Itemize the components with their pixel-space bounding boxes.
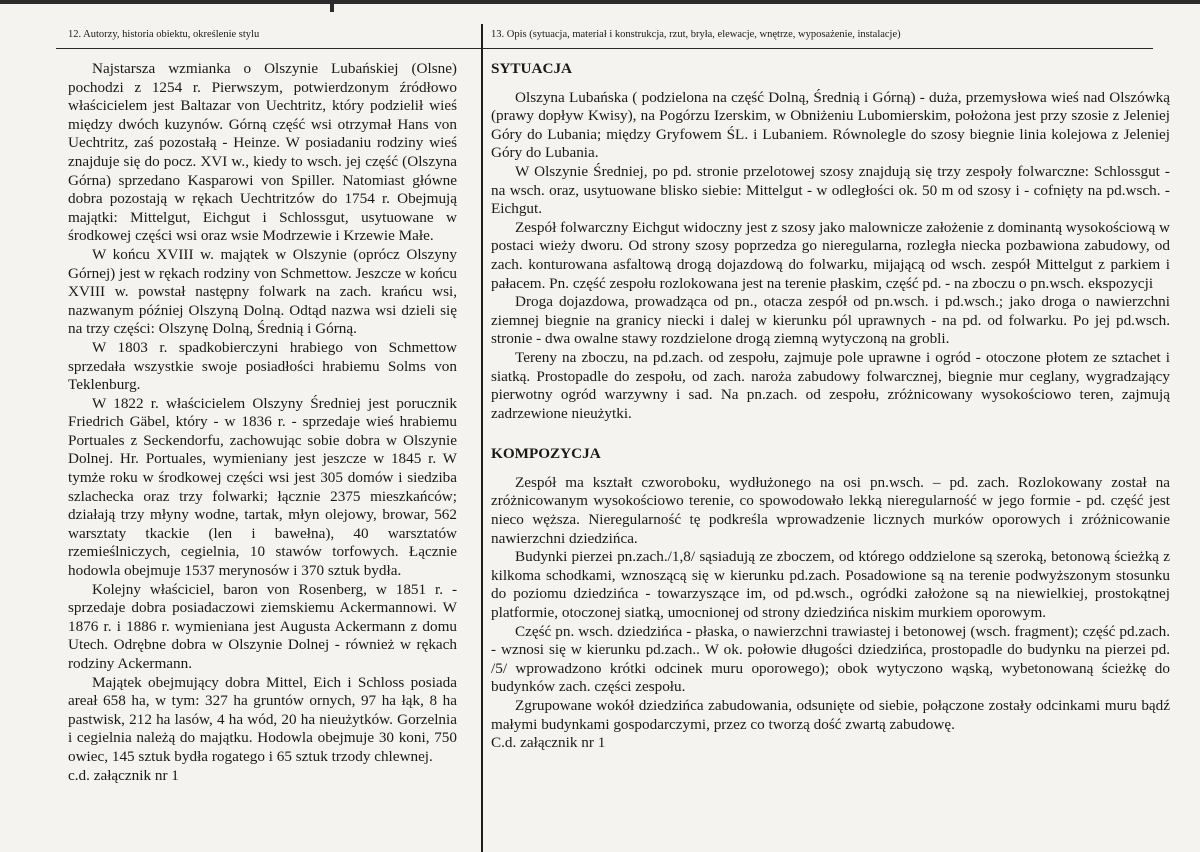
right-column bbox=[483, 0, 1200, 852]
kompozycja-paragraph-1: Zespół ma kształt czworoboku, wydłużonego na osi pn.wsch. – pd. zach. Rozlokowany został na zróżnicowanym wysokościowo terenie, co spowodowało lekką nieregularność w jego formie - pd. część jest nieco węższa. Nieregularność tę podkreśla wprowadzenie licznych murków oporowych i zróżnicowanie nawierzchni dziedzińca. bbox=[491, 473, 1170, 547]
kompozycja-paragraph-2: Budynki pierzei pn.zach./1,8/ sąsiadują ze zboczem, od którego oddzielone są szeroką, betonową ścieżką z kilkoma schodkami, wznoszącą się w kierunku pd.zach. Posadowione są na terenie podwyższonym stosunku do poziomu dziedzińca - towarzyszące im, od pd.wsch., ogródki założone są na niewielkiej, prostokątnej platformie, otoczonej siatką, umocnionej od strony dziedzińca niskim murkiem oporowym. bbox=[491, 548, 1170, 622]
sytuacja-paragraph-1: Olszyna Lubańska ( podzielona na część Dolną, Średnią i Górną) - duża, przemysłowa wieś nad Olszówką (prawy dopływ Kwisy), na Pogórzu Izerskim, w Obniżeniu Lubomierskim, położona jest przy szosie z Jeleniej Góry do Lubania; między Gryfowem ŚL. i Lubaniem. Równolegle do szosy biegnie linia kolejowa z Jeleniej Góry do Lubania. bbox=[491, 88, 1170, 162]
section-title-sytuacja: SYTUACJA bbox=[491, 60, 573, 77]
left-paragraph-6: Majątek obejmujący dobra Mittel, Eich i Schloss posiada areał 658 ha, w tym: 327 ha gruntów ornych, 97 ha łąk, 8 ha pastwisk, 212 ha lasów, 4 ha wód, 20 ha nieużytków. Gorzelnia i cegielnia należą do majątku. Hodowla obejmuje 30 koni, 750 owiec, 145 sztuk bydła rogatego i 65 sztuk trzody chlewnej. bbox=[68, 673, 457, 765]
right-footer: C.d. załącznik nr 1 bbox=[491, 734, 606, 752]
spacer bbox=[491, 464, 1170, 474]
kompozycja-paragraph-4: Zgrupowane wokół dziedzińca zabudowania, odsunięte od siebie, połączone zostały odcinkami muru bądź małymi budynkami gospodarczymi, przez co tworzą dość zwartą zabudowę. bbox=[491, 697, 1170, 733]
left-paragraph-2: W końcu XVIII w. majątek w Olszynie (oprócz Olszyny Górnej) jest w rękach rodziny von Schmettow. Jeszcze w końcu XVIII w. powstał następny folwark na zach. krańcu wsi, nazwanym później Olszyną Dolną. Odtąd nazwa wsi dzieli się na trzy części: Olszynę Dolną, Średnią i Górną. bbox=[68, 245, 457, 338]
spacer bbox=[491, 423, 1170, 445]
left-paragraph-5: Kolejny właściciel, baron von Rosenberg, w 1851 r. - sprzedaje dobra posiadaczowi ziemskiemu Ackermannowi. W 1876 r. i 1886 r. wymieniana jest Augusta Ackermann z domu Utech. Odrębne dobra w Olszynie Dolnej - również w rękach rodziny Ackermann. bbox=[68, 580, 457, 672]
sytuacja-paragraph-5: Tereny na zboczu, na pd.zach. od zespołu, zajmuje pole uprawne i ogród - otoczone płotem ze sztachet i siatką. Prostopadle do zespołu, od zach. naroża zabudowy folwarcznej, biegnie mur ceglany, wygradzający pierwotny ogród warzywny i sad. Na pn.zach. od zespołu, zróżnicowany wysokościowo teren, zajmują zadrzewione nieużytki. bbox=[491, 348, 1170, 422]
left-footer: c.d. załącznik nr 1 bbox=[68, 766, 179, 784]
sytuacja-paragraph-2: W Olszynie Średniej, po pd. stronie przelotowej szosy znajdują się trzy zespoły folwarczne: Schlossgut - na wsch. oraz, usytuowane blisko siebie: Mittelgut - w odległości ok. 50 m od szosy i - cofnięty na pd.wsch. - Eichgut. bbox=[491, 162, 1170, 218]
right-section-header: 13. Opis (sytuacja, materiał i konstrukcja, rzut, bryła, elewacje, wnętrze, wyposażenie, instalacje) bbox=[491, 29, 901, 40]
left-paragraph-3: W 1803 r. spadkobierczyni hrabiego von Schmettow sprzedała wszystkie swoje posiadłości hrabiemu Solms von Teklenburg. bbox=[68, 338, 457, 394]
sytuacja-paragraph-3: Zespół folwarczny Eichgut widoczny jest z szosy jako malownicze założenie z dominantą wysokościową w postaci wieży dworu. Od strony szosy poprzedza go nieregularna, rozległa niecka pozbawiona zabudowy, od zach. konturowana asfaltową drogą dojazdową do folwarku, mijającą od wsch. zespół Mittelgut z parkiem i pałacem. Pn. część zespołu rozlokowana jest na terenie płaskim, część pd. - na zboczu o pn.wsch. ekspozycji bbox=[491, 218, 1170, 292]
left-column bbox=[0, 0, 481, 852]
kompozycja-paragraph-3: Część pn. wsch. dziedzińca - płaska, o nawierzchni trawiastej i betonowej (wsch. fragment); część pd.zach. - wznosi się w kierunku pd.zach.. W ok. połowie długości dziedzińca, prostopadle do budynku na pierzei pd. /5/ wprowadzono krótki odcinek muru oporowego); obok wytyczono wąską, wybetonowaną ścieżkę do budynków zach. części zespołu. bbox=[491, 622, 1170, 696]
sytuacja-paragraph-4: Droga dojazdowa, prowadząca od pn., otacza zespół od pn.wsch. i pd.wsch.; jako droga o nawierzchni ziemnej biegnie na granicy niecki i dalej w kierunku pól uprawnych - na pd. od folwarku. Po jej pd.wsch. stronie - dwa owalne stawy rozdzielone drogą ziemną wytyczoną na grobli. bbox=[491, 293, 1170, 348]
spacer bbox=[491, 79, 1170, 89]
left-section-header: 12. Autorzy, historia obiektu, określenie stylu bbox=[68, 29, 260, 40]
left-paragraph-4: W 1822 r. właścicielem Olszyny Średniej jest porucznik Friedrich Gäbel, który - w 1836 r. - sprzedaje wieś hrabiemu Portuales z Seckendorfu, zachowując sobie dobra w Olszynie Dolnej. Hr. Portuales, wymieniany jest jeszcze w 1845 r. W tymże roku w środkowej części wsi jest 305 domów i siedziba szlachecka oraz trzy folwarki; łącznie 2375 mieszkańców; działają trzy młyny wodne, tartak, młyn olejowy, browar, 562 warsztaty tkackie (len i bawełna), 40 warsztatów rzemieślniczych, cegielnia, 10 stawów torfowych. Łącznie hodowla obejmuje 1537 merynosów i 370 sztuk bydła. bbox=[68, 394, 457, 580]
left-paragraph-1: Najstarsza wzmianka o Olszynie Lubańskiej (Olsne) pochodzi z 1254 r. Pierwszym, potwierdzonym źródłowo właścicielem jest Baltazar von Uechtritz, który podzielił wieś między dwóch kuzynów. Górną część wsi otrzymał Hans von Uechtritz, zaś pozostałą - Heinze. W posiadaniu rodziny wieś znajduje się do pocz. XVI w., kiedy to wsch. jej część (Olszyna Górna) sprzedano Kasparowi von Spiller. Natomiast główne dobra pozostają w rękach Uechtritzów do 1754 r. Obejmują majątki: Mittelgut, Eichgut i Schlossgut, usytuowane w środkowej części wsi oraz wsie Modrzewie i Krzewie Małe. bbox=[68, 60, 457, 245]
section-title-kompozycja: KOMPOZYCJA bbox=[491, 445, 601, 463]
